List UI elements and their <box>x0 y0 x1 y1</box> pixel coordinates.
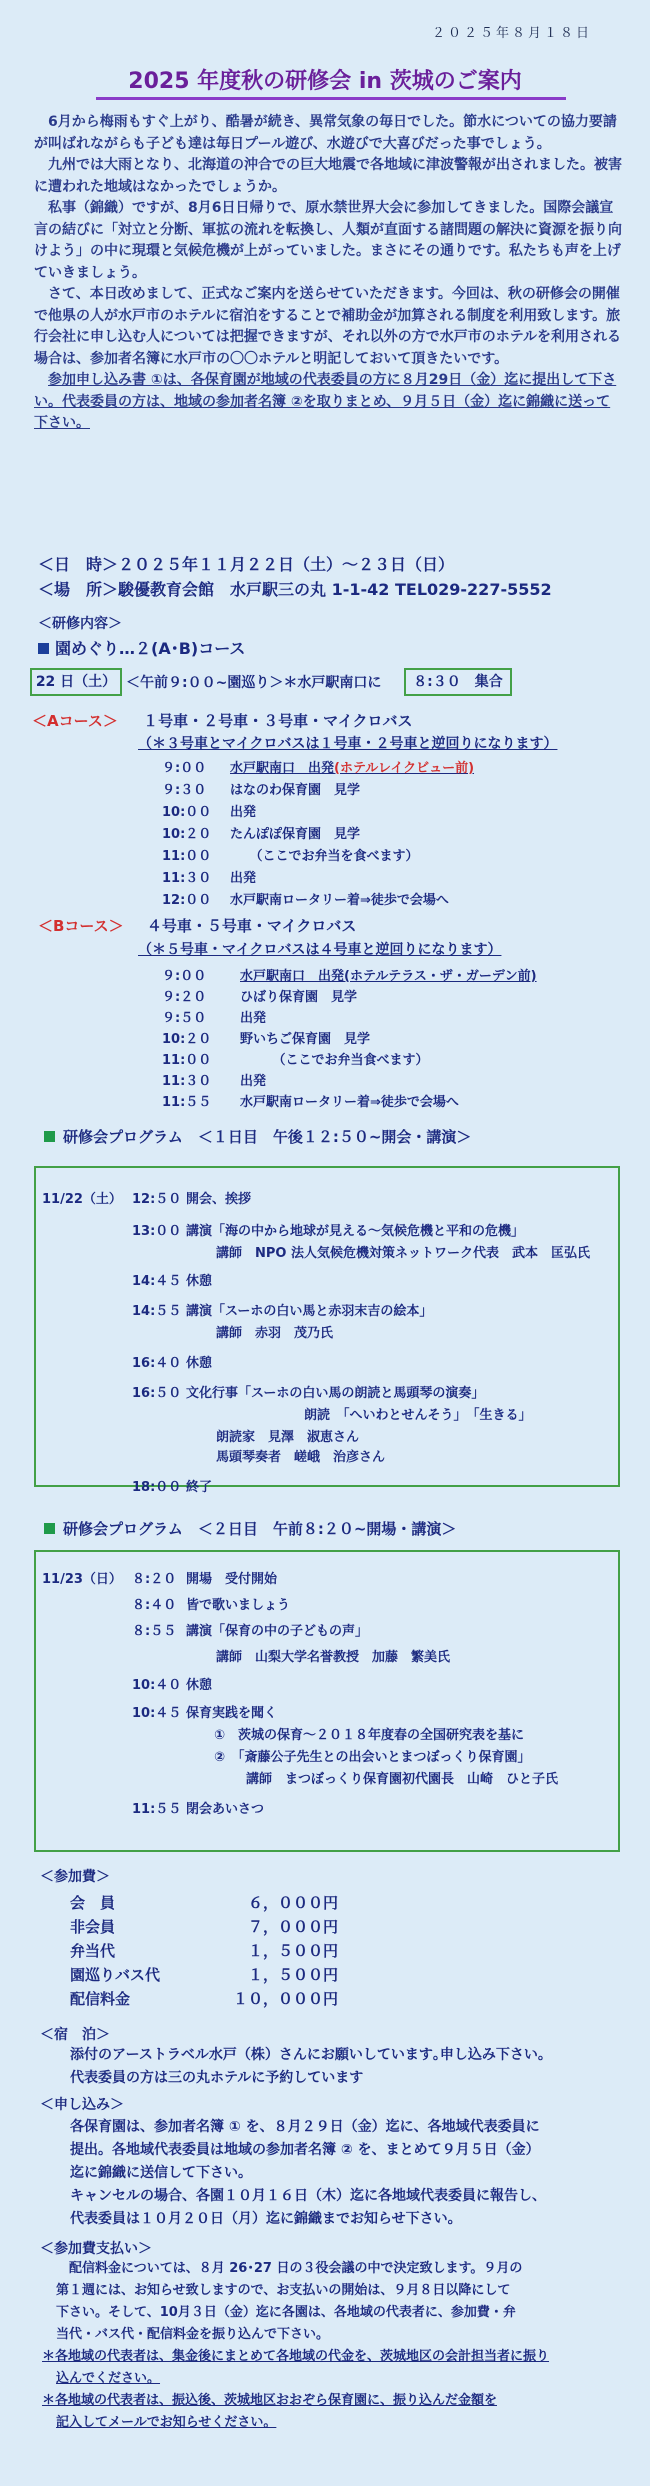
stay-label: ＜宿 泊＞ <box>40 2027 110 2043</box>
intro-text <box>34 112 624 435</box>
course-a-note: （＊３号車とマイクロバスは１号車・２号車と逆回りになります） <box>138 736 558 752</box>
schedule-text-extra: (ホテルレイクビュー前) <box>334 761 475 776</box>
schedule-text-main: たんぽぽ保育園 見学 <box>230 827 361 842</box>
course-b-buses: ４号車・５号車・マイクロバス <box>146 917 357 935</box>
schedule-text <box>230 823 360 842</box>
when-value: ２０２５年１１月２２日（土）～２３日（日） <box>118 555 455 574</box>
program-text: 開会、挨拶 <box>186 1192 252 1207</box>
program-time: 14:４５ <box>132 1274 182 1289</box>
program-text: 休憩 <box>186 1678 213 1693</box>
course-b-note: （＊５号車・マイクロバスは４号車と逆回りになります） <box>138 942 502 958</box>
program-time: 11:５５ <box>132 1802 182 1817</box>
intro-paragraph: 参加申し込み書 ①は、各保育園が地域の代表委員の方に８月29日（金）迄に提出して下さい。代表委員の方は、地域の参加者名簿 ②を取りまとめ、９月５日（金）迄に錦織に送って下さい。 <box>34 372 617 431</box>
square-bullet-icon <box>44 1523 55 1534</box>
fee-name: 非会員 <box>70 1917 116 1936</box>
program-text: 文化行事「スーホの白い馬の朗読と馬頭琴の演奏」 <box>186 1386 485 1401</box>
schedule-time: 12:００ <box>162 893 212 908</box>
payment-line: 配信料金については、８月 26･27 日の３役会議の中で決定致します。９月の <box>69 2261 523 2276</box>
fee-row <box>66 1914 342 1938</box>
course-a-header <box>32 710 413 731</box>
schedule-text <box>230 779 360 798</box>
where-row <box>38 577 552 600</box>
apply-line: 迄に錦織に送信して下さい。 <box>70 2165 252 2181</box>
schedule-text <box>230 845 419 864</box>
schedule-time: ９:００ <box>162 761 207 776</box>
program-text: 閉会あいさつ <box>186 1802 265 1817</box>
page-title: 2025 年度秋の研修会 in 茨城のご案内 <box>128 69 522 94</box>
program-text: 馬頭琴奏者 嵯峨 治彦さん <box>216 1450 386 1465</box>
program-time: 10:４０ <box>132 1678 182 1693</box>
schedule-time: 11:３０ <box>162 871 212 886</box>
tour-title: 園めぐり…２(A･B)コース <box>55 639 246 658</box>
schedule-time: ９:２０ <box>162 990 207 1005</box>
program-text: 講師 まつぼっくり保育園初代園長 山崎 ひと子氏 <box>246 1772 559 1787</box>
schedule-text-main: 出発 <box>230 805 257 820</box>
program2-heading: 研修会プログラム ＜２日目 午前８:２０~開場・講演＞ <box>63 1520 457 1538</box>
content-label: ＜研修内容＞ <box>38 616 122 632</box>
day1-meet-box: ８:３０ 集合 <box>404 668 512 696</box>
fee-table <box>66 1890 342 2010</box>
fee-value: １０，０００円 <box>232 1989 338 2008</box>
schedule-time: ９:５０ <box>162 1011 207 1026</box>
fee-row <box>66 1890 342 1914</box>
payment-line: 第１週には、お知らせ致しますので、お支払いの開始は、９月８日以降にして <box>56 2283 511 2298</box>
course-a-buses: １号車・２号車・３号車・マイクロバス <box>143 712 413 730</box>
schedule-text: 野いちご保育園 見学 <box>240 1032 371 1047</box>
apply-text <box>70 2116 630 2231</box>
payment-line: 下さい。そして、10月３日（金）迄に各園は、各地域の代表者に、参加費・弁 <box>56 2305 516 2320</box>
schedule-text: 水戸駅南ロータリー着⇒徒歩で会場へ <box>240 1095 459 1110</box>
schedule-text <box>230 757 474 776</box>
program1-day: 11/22（土） <box>42 1192 122 1207</box>
where-value: 駿優教育会館 水戸駅三の丸 1-1-42 TEL029-227-5552 <box>118 580 552 599</box>
program-text: ② 「斎藤公子先生との出会いとまつぼっくり保育園」 <box>214 1750 531 1765</box>
schedule-time: ９:００ <box>162 969 207 984</box>
program-text: 講師 山梨大学名誉教授 加藤 繁美氏 <box>216 1650 451 1665</box>
fee-name: 弁当代 <box>70 1941 116 1960</box>
intro-paragraph: 九州では大雨となり、北海道の沖合での巨大地震で各地域に津波警報が出されました。被害に遭われた地域はなかったでしょうか。 <box>34 157 622 195</box>
program-time: 16:５０ <box>132 1386 182 1401</box>
schedule-text: 出発 <box>240 1074 267 1089</box>
schedule-text-main: 出発 <box>230 871 257 886</box>
program-text: 講演「保育の中の子どもの声」 <box>186 1624 369 1639</box>
program2-day: 11/23（日） <box>42 1572 122 1587</box>
schedule-time: ９:３０ <box>162 783 207 798</box>
program-text: 講演「海の中から地球が見える～気候危機と平和の危機」 <box>186 1224 525 1239</box>
payment-line: 当代・バス代・配信料金を振り込んで下さい。 <box>56 2327 330 2342</box>
schedule-text <box>230 867 256 886</box>
schedule-text <box>230 801 256 820</box>
day1-route: ＜午前９:００~園巡り＞＊水戸駅南口に <box>126 675 382 691</box>
program-time: ８:５５ <box>132 1624 177 1639</box>
payment-label: ＜参加費支払い＞ <box>40 2241 152 2257</box>
schedule-time: 11:００ <box>162 849 212 864</box>
intro-paragraph: さて、本日改めまして、正式なご案内を送らせていただきます。今回は、秋の研修会の開催で他県の人が水戸市のホテルに宿泊をすることで補助金が加算される制度を利用致します。旅行会社に申し込む人については把握できますが、それ以外の方で水戸市のホテルを利用される場合は、参加者名簿に水戸市の〇〇ホテルと明記しておいて頂きたいです。 <box>34 286 622 367</box>
payment-line: 記入してメールでお知らせください。 <box>56 2415 277 2430</box>
course-b-label: ＜Bコース＞ <box>38 917 124 935</box>
square-bullet-icon <box>38 643 49 654</box>
fee-label: ＜参加費＞ <box>40 1869 110 1885</box>
fee-row <box>66 1962 342 1986</box>
stay-line: 添付のアーストラベル水戸（株）さんにお願いしています｡申し込み下さい。 <box>70 2047 552 2063</box>
schedule-text: 水戸駅南口 出発(ホテルテラス・ザ・ガーデン前) <box>240 969 537 984</box>
schedule-text: 出発 <box>240 1011 267 1026</box>
schedule-text-main: 水戸駅南口 出発 <box>230 761 335 776</box>
schedule-time: 11:３０ <box>162 1074 212 1089</box>
schedule-time: 10:２０ <box>162 1032 212 1047</box>
program-time: 16:４０ <box>132 1356 182 1371</box>
program-text: 保育実践を聞く <box>186 1706 278 1721</box>
schedule-text <box>230 889 449 908</box>
program-text: 講師 赤羽 茂乃氏 <box>216 1326 334 1341</box>
fee-row <box>66 1938 342 1962</box>
fee-name: 会 員 <box>70 1893 116 1912</box>
payment-line: ＊各地域の代表者は、振込後、茨城地区おおぞら保育園に、振り込んだ金額を <box>42 2393 498 2408</box>
payment-text <box>42 2258 626 2434</box>
schedule-text-main: （ここでお弁当を食べます） <box>230 849 419 864</box>
fee-value: ６，０００円 <box>247 1893 338 1912</box>
intro-paragraph: 私事（錦織）ですが、8月6日日帰りで、原水禁世界大会に参加してきました。国際会議宣言の結びに「対立と分断、軍拡の流れを転換し、人類が直面する諸問題の解決に資源を振り向けよう」の中に現環と気候危機が上がっていました。まさにその通りです。私たちも声を上げていきましょう。 <box>34 200 622 281</box>
program-text: 講演「スーホの白い馬と赤羽末吉の絵本」 <box>186 1304 433 1319</box>
fee-name: 配信料金 <box>70 1989 131 2008</box>
program2-box <box>34 1550 620 1852</box>
fee-name: 園巡りバス代 <box>70 1965 161 1984</box>
when-row <box>38 552 454 575</box>
apply-line: 各保育園は、参加者名簿 ① を、８月２９日（金）迄に、各地域代表委員に <box>70 2119 540 2135</box>
schedule-text: ひばり保育園 見学 <box>240 990 358 1005</box>
program-text: 皆で歌いましょう <box>186 1598 291 1613</box>
program1-heading: 研修会プログラム ＜１日目 午後１２:５０~開会・講演＞ <box>63 1128 472 1146</box>
fee-value: １，５００円 <box>247 1941 338 1960</box>
program2-heading-row <box>44 1518 456 1539</box>
program-time: ８:４０ <box>132 1598 177 1613</box>
schedule-time: 10:２０ <box>162 827 212 842</box>
program-time: 18:００ <box>132 1480 182 1495</box>
schedule-text-main: 水戸駅南ロータリー着⇒徒歩で会場へ <box>230 893 449 908</box>
where-label: ＜場 所＞ <box>38 580 119 599</box>
schedule-text-main: はなのわ保育園 見学 <box>230 783 361 798</box>
apply-label: ＜申し込み＞ <box>40 2097 124 2113</box>
day1-date-box: 22 日（土） <box>30 668 122 696</box>
program-time: ８:２０ <box>132 1572 177 1587</box>
apply-line: キャンセルの場合、各園１０月１６日（木）迄に各地域代表委員に報告し、 <box>70 2188 546 2204</box>
intro-paragraph: 6月から梅雨もすぐ上がり、酷暑が続き、異常気象の毎日でした。節水についての協力要請が叫ばれながらも子ども達は毎日プール遊び、水遊びで大喜びだった事でしょう。 <box>34 114 617 152</box>
apply-line: 提出。各地域代表委員は地域の参加者名簿 ② を、まとめて９月５日（金） <box>70 2142 540 2158</box>
schedule-text: （ここでお弁当食べます） <box>240 1053 429 1068</box>
course-b-header <box>38 915 356 936</box>
payment-line: ＊各地域の代表者は、集金後にまとめて各地域の代金を、茨城地区の会計担当者に振り <box>42 2349 550 2364</box>
course-a-label: ＜Aコース＞ <box>32 712 118 730</box>
title-underline <box>96 97 566 100</box>
fee-value: １，５００円 <box>247 1965 338 1984</box>
program-text: 開場 受付開始 <box>186 1572 278 1587</box>
square-bullet-icon <box>44 1131 55 1142</box>
tour-title-row <box>38 636 245 659</box>
program-time: 12:５０ <box>132 1192 182 1207</box>
stay-line: 代表委員の方は三の丸ホテルに予約しています <box>70 2070 364 2086</box>
program-time: 13:００ <box>132 1224 182 1239</box>
issue-date: ２０２５年８月１８日 <box>431 26 592 41</box>
program-text: 朗読家 見澤 淑恵さん <box>216 1430 360 1445</box>
program-text: 終了 <box>186 1480 213 1495</box>
stay-text <box>70 2044 630 2090</box>
fee-row <box>66 1986 342 2010</box>
program-text: 休憩 <box>186 1356 213 1371</box>
when-label: ＜日 時＞ <box>38 555 119 574</box>
program-time: 10:４５ <box>132 1706 182 1721</box>
program-text: ① 茨城の保育～２０１８年度春の全国研究表を基に <box>214 1728 525 1743</box>
program1-heading-row <box>44 1126 471 1147</box>
schedule-time: 10:００ <box>162 805 212 820</box>
program-text: 朗読 「へいわとせんそう」 「生きる」 <box>304 1408 532 1423</box>
program1-box <box>34 1166 620 1495</box>
fee-value: ７，０００円 <box>247 1917 338 1936</box>
schedule-time: 11:００ <box>162 1053 212 1068</box>
payment-line: 込んでください。 <box>56 2371 161 2386</box>
apply-line: 代表委員は１０月２０日（月）迄に錦織までお知らせ下さい。 <box>70 2211 462 2227</box>
program-time: 14:５５ <box>132 1304 182 1319</box>
program-text: 講師 NPO 法人気候危機対策ネットワーク代表 武本 匡弘氏 <box>216 1246 590 1261</box>
program-text: 休憩 <box>186 1274 213 1289</box>
schedule-time: 11:５５ <box>162 1095 212 1110</box>
